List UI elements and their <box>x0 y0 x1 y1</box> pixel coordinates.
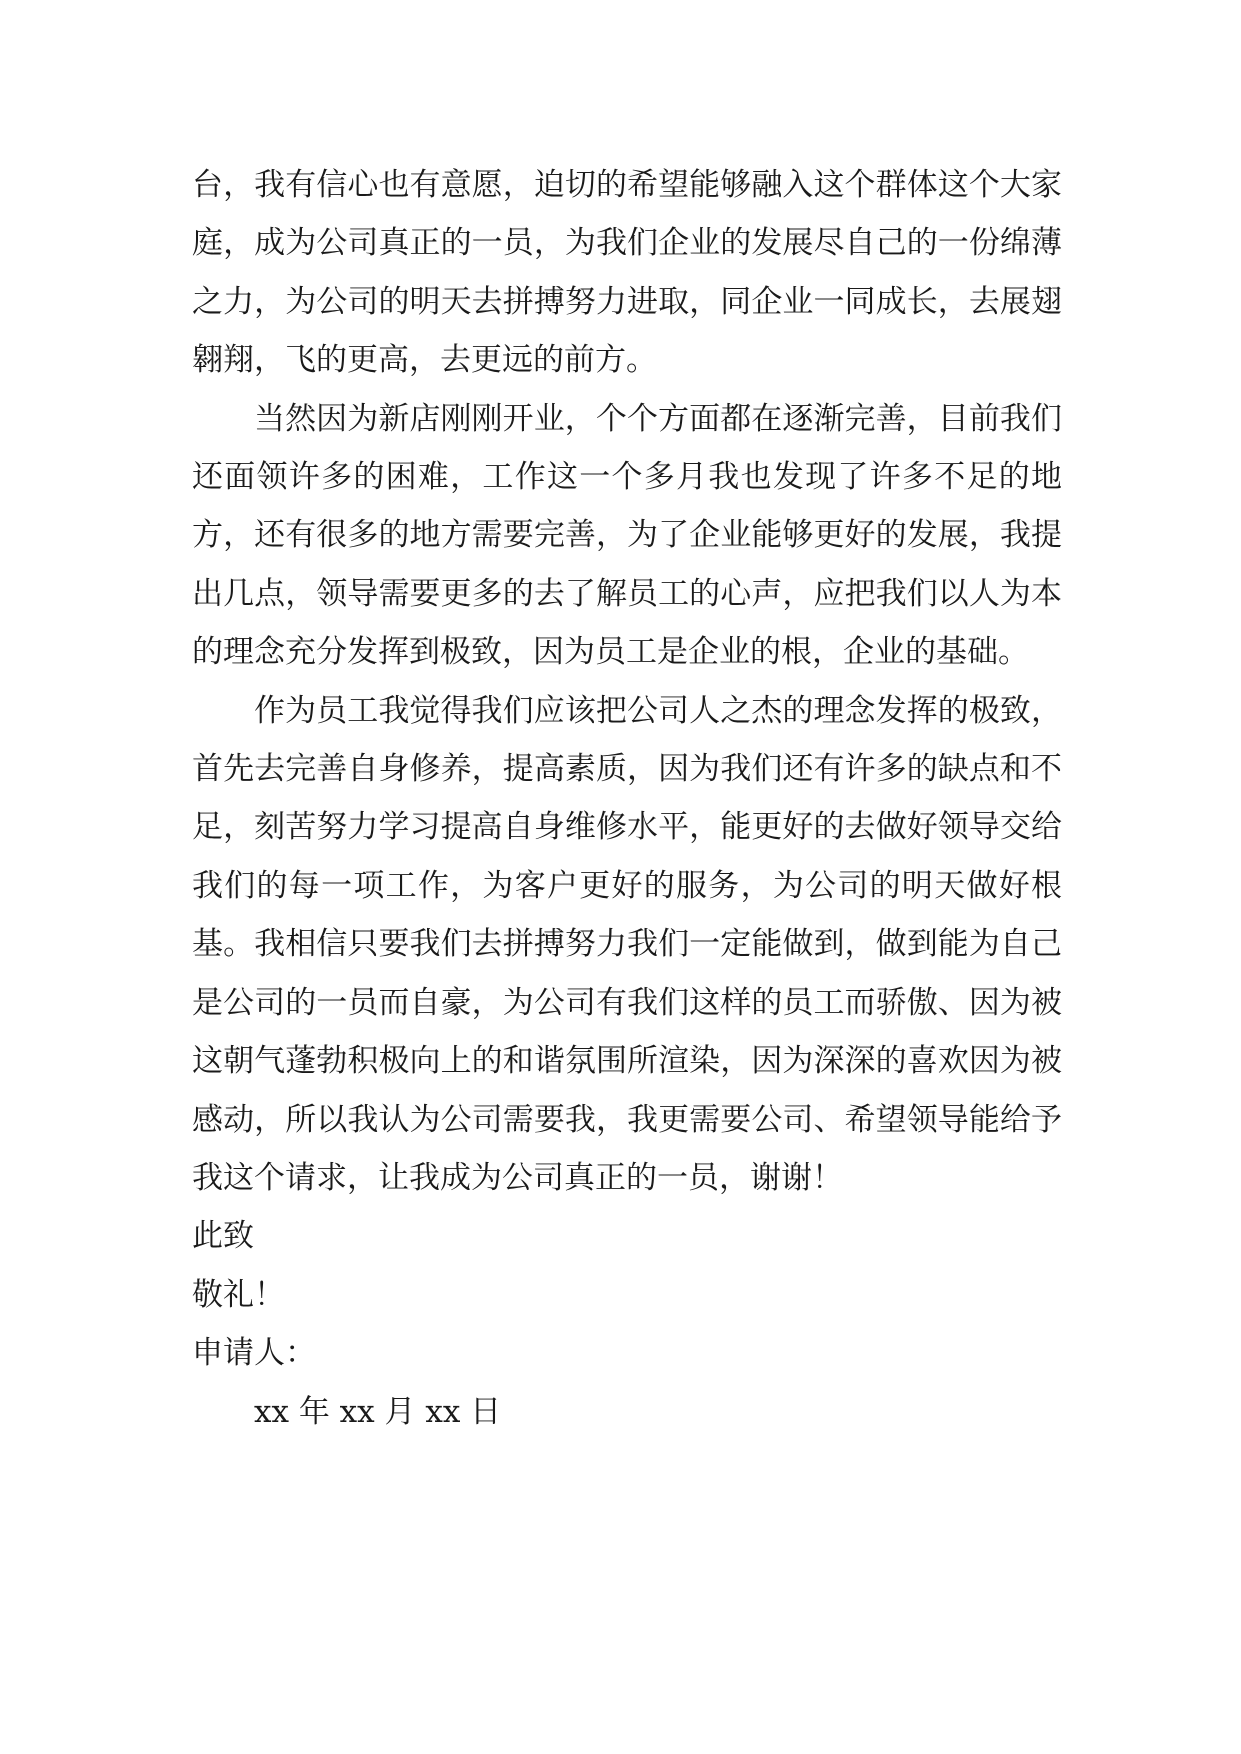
paragraph-as-employee: 作为员工我觉得我们应该把公司人之杰的理念发挥的极致，首先去完善自身修养，提高素质，因为我们还有许多的缺点和不足，刻苦努力学习提高自身维修水平，能更好的去做好领导交给我们的每一项工作，为客户更好的服务，为公司的明天做好根基。我相信只要我们去拼搏努力我们一定能做到，做到能为自己是公司的一员而自豪，为公司有我们这样的员工而骄傲、因为被这朝气蓬勃积极向上的和谐氛围所渲染，因为深深的喜欢因为被感动，所以我认为公司需要我，我更需要公司、希望领导能给予我这个请求，让我成为公司真正的一员，谢谢！ <box>192 692 1062 1196</box>
closing-regards: 敬礼！ <box>192 1276 285 1313</box>
date-line: xx 年 xx 月 xx 日 <box>254 1393 502 1430</box>
letter-body <box>192 156 1062 1441</box>
paragraph-continuation: 台，我有信心也有意愿，迫切的希望能够融入这个群体这个大家庭，成为公司真正的一员，为我们企业的发展尽自己的一份绵薄之力，为公司的明天去拼搏努力进取，同企业一同成长，去展翅翱翔，飞的更高，去更远的前方。 <box>192 167 1062 379</box>
paragraph-new-store: 当然因为新店刚刚开业，个个方面都在逐渐完善，目前我们还面领许多的困难，工作这一个多月我也发现了许多不足的地方，还有很多的地方需要完善，为了企业能够更好的发展，我提出几点，领导需要更多的去了解员工的心声，应把我们以人为本的理念充分发挥到极致，因为员工是企业的根，企业的基础。 <box>192 400 1062 671</box>
closing-salutation: 此致 <box>192 1218 254 1255</box>
applicant-label: 申请人： <box>192 1335 316 1372</box>
